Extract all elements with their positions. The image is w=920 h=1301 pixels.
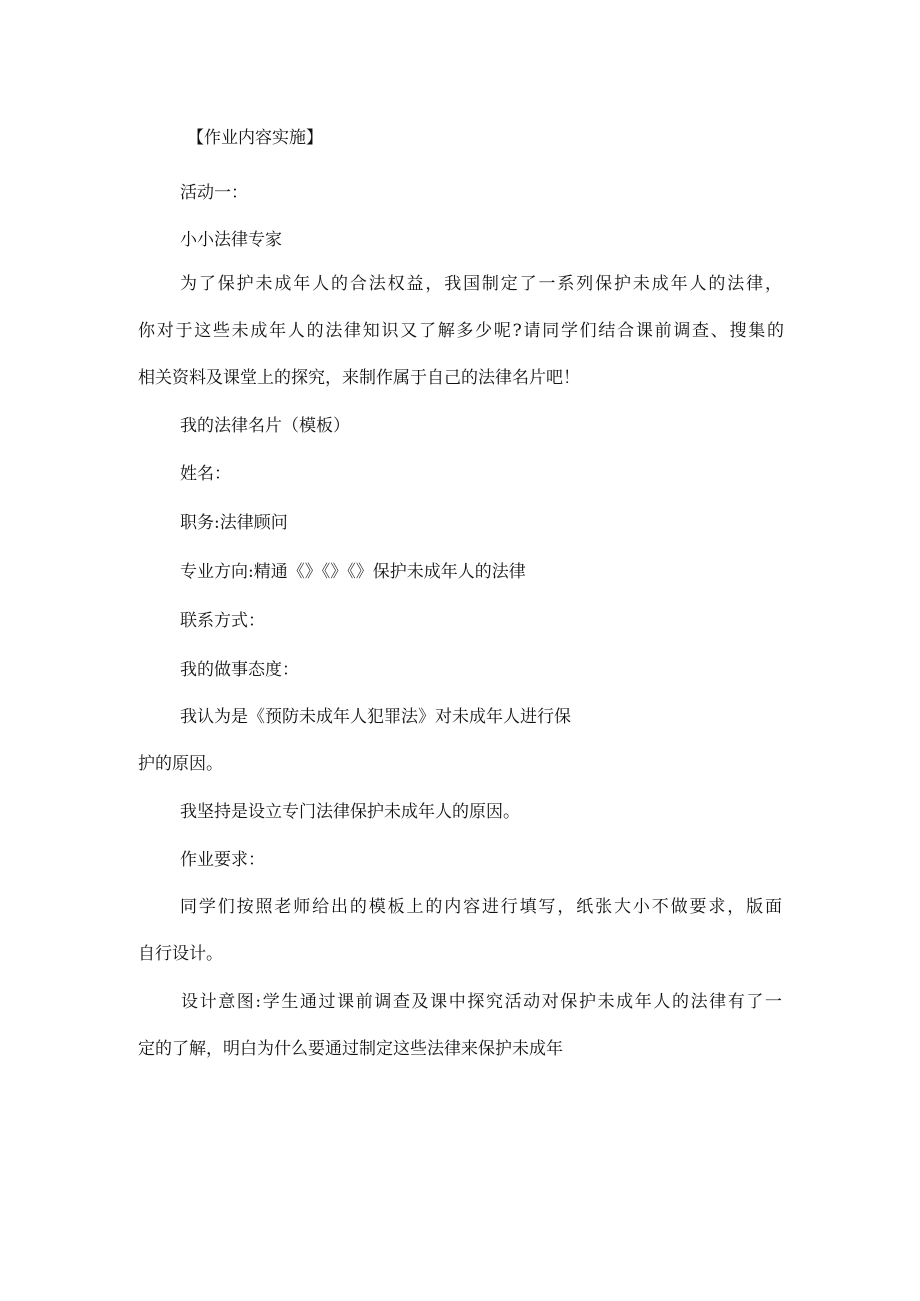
- card-insist: 我坚持是设立专门法律保护未成年人的原因。: [180, 802, 520, 822]
- intro-line-3: 相关资料及课堂上的探究，来制作属于自己的法律名片吧！: [138, 368, 580, 388]
- intro-line-1: 为了保护未成年人的合法权益，我国制定了一系列保护未成年人的法律，: [180, 274, 782, 294]
- card-title: 我的法律名片（模板）: [180, 416, 350, 436]
- intro-line-2: 你对于这些未成年人的法律知识又了解多少呢?请同学们结合课前调查、搜集的: [138, 321, 784, 341]
- requirements-line-2: 自行设计。: [138, 944, 223, 964]
- activity-title: 小小法律专家: [180, 230, 282, 250]
- activity-label: 活动一：: [180, 183, 248, 203]
- requirements-label: 作业要求：: [180, 850, 265, 870]
- requirements-line-1: 同学们按照老师给出的模板上的内容进行填写，纸张大小不做要求，版面: [180, 897, 782, 917]
- card-position: 职务:法律顾问: [180, 513, 288, 533]
- design-intent-line-2: 定的了解，明白为什么要通过制定这些法律来保护未成年: [138, 1039, 563, 1059]
- design-intent-line-1: 设计意图:学生通过课前调查及课中探究活动对保护未成年人的法律有了一: [181, 992, 782, 1012]
- card-contact-label: 联系方式：: [180, 611, 265, 631]
- card-attitude-label: 我的做事态度：: [180, 660, 299, 680]
- card-reason-line-1: 我认为是《预防未成年人犯罪法》对未成年人进行保: [180, 707, 571, 727]
- card-name-label: 姓名：: [180, 464, 231, 484]
- card-specialty: 专业方向:精通《》《》《》保护未成年人的法律: [180, 562, 526, 582]
- section-heading: 【作业内容实施】: [187, 128, 323, 148]
- card-reason-line-2: 护的原因。: [138, 754, 223, 774]
